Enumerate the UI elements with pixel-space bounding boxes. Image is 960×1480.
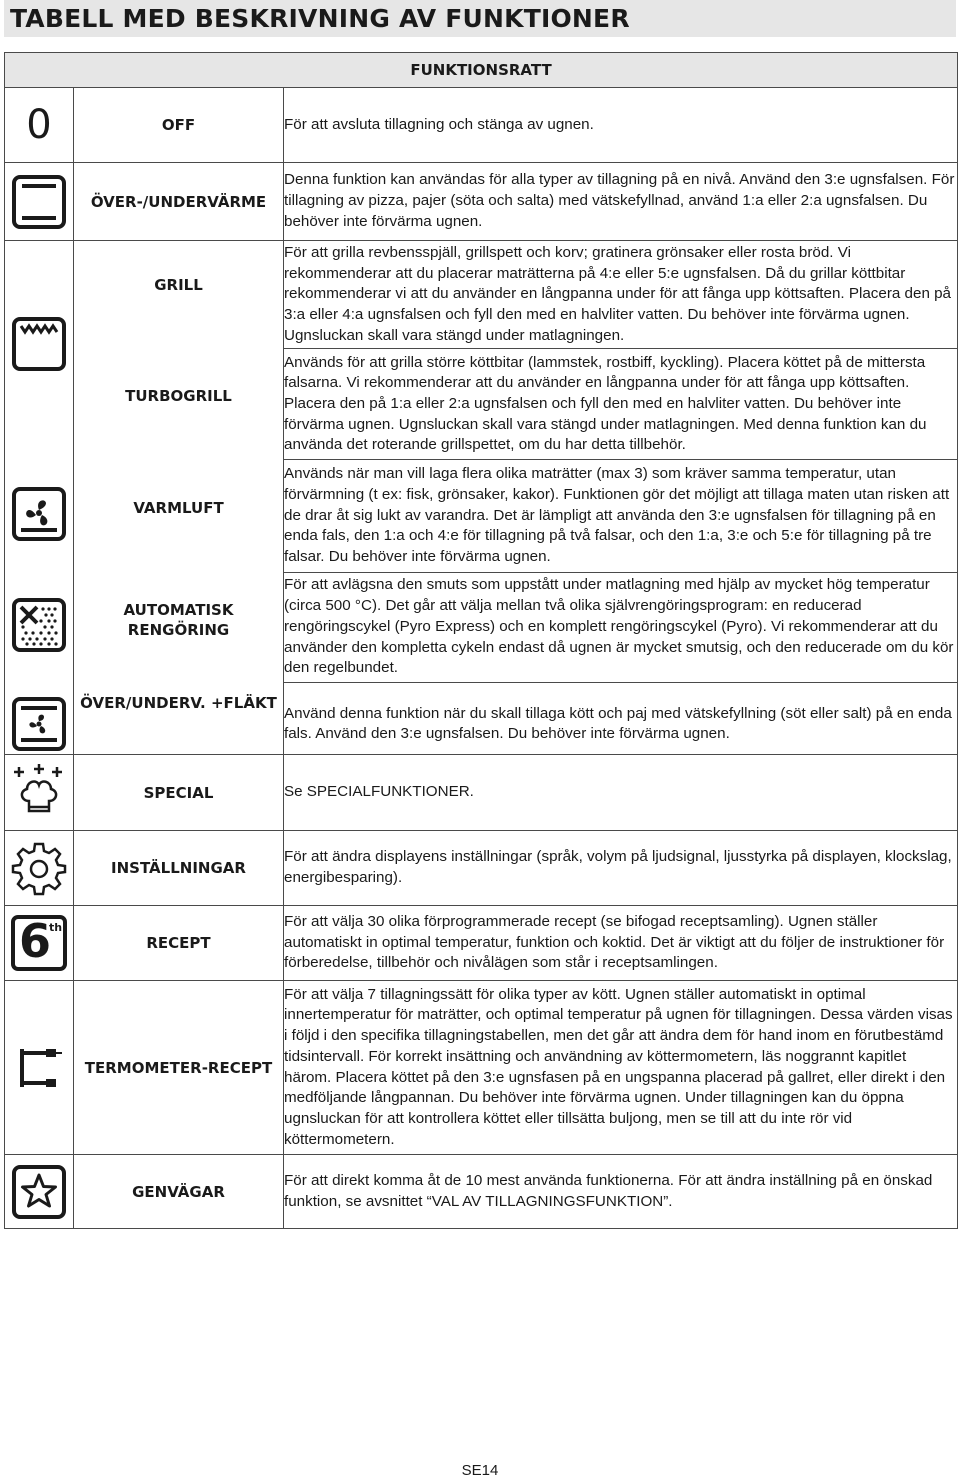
top-bottom-fan-icon xyxy=(11,696,67,752)
icon-cell-off xyxy=(5,88,74,163)
icon-cell-shortcuts xyxy=(5,1155,74,1229)
gear-icon xyxy=(11,840,67,896)
icon-cell-over-under xyxy=(5,163,74,241)
pyrolytic-clean-icon xyxy=(11,597,67,653)
function-name-recipe: RECEPT xyxy=(74,906,284,981)
function-desc-auto-clean: För att avlägsna den smuts som uppstått under matlagning med hjälp av mycket hög temperatur (circa 500 °C). Det går att välja mellan två olika självrengöringsprogram: en reducerad rengöringscykel (Pyro Express) och en komplett rengöringscykel (Pyro). Vi rekommenderar att du använder den kompletta cykeln endast då ugnen är mycket smutsig, och den reducerade om du kör den regelbundet. xyxy=(284,572,958,682)
off-zero-icon: 0 xyxy=(26,102,52,148)
table-row-shortcuts xyxy=(5,1155,958,1229)
function-desc-turbogrill: Används för att grilla större köttbitar (lammstek, rostbiff, kyckling). Placera köttet på de mittersta falsarna. Vi rekommenderar att du använder en långpanna under för att fånga upp köttsaften. Placera den på 1:a eller 2:a ugnsfalsen och fyll den med en halvliter vatten. Du behöver inte förvärma ugnen. Ugnsluckan skall vara stängd under matlagningen. Med denna funktion kan du använda det roterande grillspettet, om du har detta tillbehör. xyxy=(284,349,958,460)
grill-icon xyxy=(11,316,67,372)
function-name-stack xyxy=(74,241,284,755)
convection-fan-icon xyxy=(11,486,67,542)
icon-cell-recipe xyxy=(5,906,74,981)
star-icon xyxy=(11,1164,67,1220)
function-name-auto-clean-line2: RENGÖRING xyxy=(127,621,230,639)
chef-hat-sparkle-icon xyxy=(9,763,69,823)
function-name-shortcuts: GENVÄGAR xyxy=(74,1155,284,1229)
top-bottom-heat-icon xyxy=(11,174,67,230)
table-header: FUNKTIONSRATT xyxy=(5,53,958,88)
function-desc-over-under-fan: Använd denna funktion när du skall tillaga kött och paj med vätskefyllning (söt eller salt) på en enda fals. Använd den 3:e ugnsfalsen. Du behöver inte förvärma ugnen. xyxy=(284,682,958,754)
recipe-6th-icon xyxy=(11,915,67,971)
function-desc-shortcuts: För att direkt komma åt de 10 mest använda funktionerna. För att ändra inställning på en önskad funktion, se avsnittet “VAL AV TILLAGNINGSFUNKTION”. xyxy=(284,1155,958,1229)
page-number: SE14 xyxy=(461,1462,499,1479)
table-row-thermometer-recipe xyxy=(5,981,958,1155)
function-desc-settings: För att ändra displayens inställningar (språk, volym på ljudsignal, ljusstyrka på displayen, klockslag, energibesparing). xyxy=(284,831,958,906)
recipe-icon-digit: 6 xyxy=(19,914,52,968)
table-header-row xyxy=(5,53,958,88)
icon-cell-settings xyxy=(5,831,74,906)
table-row-recipe xyxy=(5,906,958,981)
table-row-special xyxy=(5,755,958,831)
table-row-settings xyxy=(5,831,958,906)
function-desc-varmluft: Används när man vill laga flera olika maträtter (max 3) som kräver samma temperatur, utan förvärmning (t ex: fisk, grönsaker, kakor). Funktionen gör det möjligt att tillaga maten utan risken att de drar åt sig lukt av varandra. Det är lämpligt att använda den 3:e ugnsfalsen för tillagning på en enda fals, den 1:a och 4:e för tillagning på två falsar, och den 1:a, 3:e och 5:e för tillagning på tre falsar. Du behöver inte förvärma ugnen. xyxy=(284,460,958,572)
meat-probe-icon xyxy=(14,1043,64,1093)
icon-cell-special xyxy=(5,755,74,831)
function-name-grill: GRILL xyxy=(154,276,203,294)
table-row-off xyxy=(5,88,958,163)
function-name-turbogrill: TURBOGRILL xyxy=(125,387,232,405)
function-name-special: SPECIAL xyxy=(74,755,284,831)
page-title: TABELL MED BESKRIVNING AV FUNKTIONER xyxy=(10,4,630,33)
title-bar xyxy=(4,0,956,37)
table-row-grill xyxy=(5,241,958,349)
table-row-over-under xyxy=(5,163,958,241)
function-table xyxy=(4,52,958,1229)
icon-column-stack xyxy=(5,241,74,755)
function-desc-over-under: Denna funktion kan användas för alla typer av tillagning på en nivå. Använd den 3:e ugnsfalsen. För tillagning av pizza, pajer (söta och salta) med vätskefyllnad, använd 1:a eller 2:a ugnsfalsen. Du behöver inte förvärma ugnen. xyxy=(284,163,958,241)
function-name-off: OFF xyxy=(74,88,284,163)
function-name-over-under: ÖVER-/UNDERVÄRME xyxy=(74,163,284,241)
function-desc-off: För att avsluta tillagning och stänga av ugnen. xyxy=(284,88,958,163)
function-name-auto-clean-line1: AUTOMATISK xyxy=(123,601,234,619)
function-name-settings: INSTÄLLNINGAR xyxy=(74,831,284,906)
function-name-thermometer-recipe: TERMOMETER-RECEPT xyxy=(74,981,284,1155)
recipe-icon-superscript: th xyxy=(49,921,63,934)
function-desc-recipe: För att välja 30 olika förprogrammerade recept (se bifogad receptsamling). Ugnen ställer automatiskt in optimal temperatur, funktion och koktid. Det är viktigt att du följer de instruktioner för förberedelse, tillbehör och nivålägen som står i receptsamlingen. xyxy=(284,906,958,981)
function-desc-special: Se SPECIALFUNKTIONER. xyxy=(284,755,958,831)
icon-cell-thermometer-recipe xyxy=(5,981,74,1155)
function-name-over-under-fan: ÖVER/UNDERV. +FLÄKT xyxy=(80,694,277,712)
function-desc-grill: För att grilla revbensspjäll, grillspett och korv; gratinera grönsaker eller rosta bröd. Vi rekommenderar att du placerar maträtterna på 4:e eller 5:e ugnsfalsen. Då du grillar köttbitar rekommenderar vi att du använder en långpanna under för att fånga upp köttsaften. Placera den på 3:a eller 4:a ugnsfalsen och fyll den med en halvliter vatten. Du behöver inte förvärma ugnen. Ugnsluckan skall vara stängd under matlagningen. xyxy=(284,241,958,349)
function-name-varmluft: VARMLUFT xyxy=(133,499,224,517)
function-desc-thermometer-recipe: För att välja 7 tillagningssätt för olika typer av kött. Ugnen ställer automatiskt in optimal innertemperatur för maträtter, och optimal temperatur på ugnen för tillagningen. Dessa värden visas i följd i den specifika tillagningstabellen, men det går att ändra dem för hand inom en förutbestämd tidsintervall. För korrekt insättning och användning av köttermometern, läs noggrannt kapitlet härom. Placera köttet på den 3:e ugnsfasen på en ungspanna placerad på gallret, eller direkt i den medföljande långpannan. Du behöver inte förvärma ugnen. Under tillagningen kan du öppna ugnsluckan för att kontrollera köttet eller tillsätta buljong, men se till att du inte rör vid köttermometern. xyxy=(284,981,958,1155)
